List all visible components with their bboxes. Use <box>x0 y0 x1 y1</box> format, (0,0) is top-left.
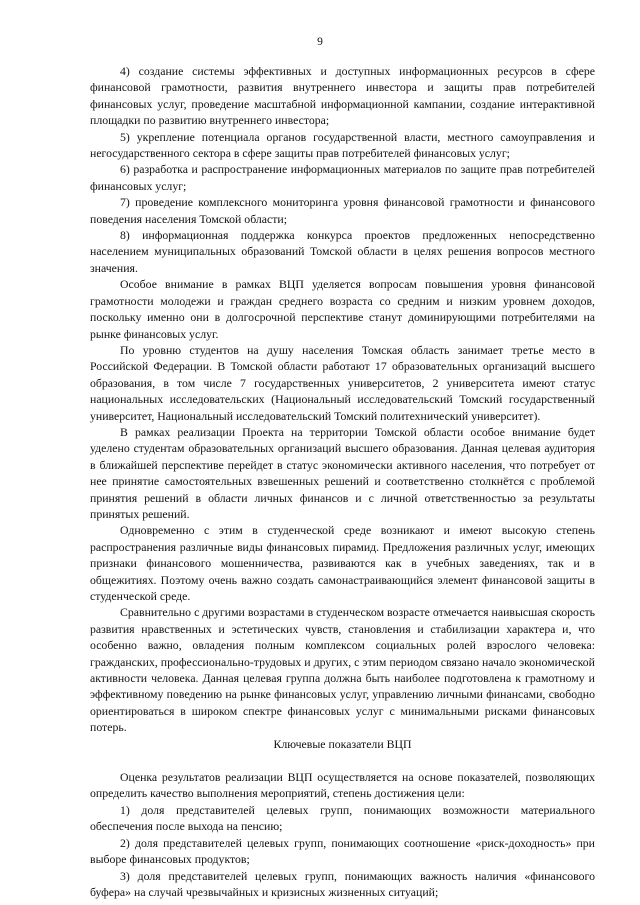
paragraph-evaluation: Оценка результатов реализации ВЦП осуществляется на основе показателей, позволяющих определить качество выполнения мероприятий, степень достижения цели: <box>90 770 595 801</box>
paragraph-special-attention: Особое внимание в рамках ВЦП уделяется вопросам повышения уровня финансовой грамотности молодежи и граждан среднего возраста со средним и низким уровнем доходов, поскольку именно они в долгосрочной перспективе станут доминирующими потребителями на рынке финансовых услуг. <box>90 277 595 341</box>
list-item-8: 8) информационная поддержка конкурса проектов предложенных непосредственно населением муниципальных образований Томской области в целях решения вопросов местного значения. <box>90 228 595 275</box>
list-item-7: 7) проведение комплексного мониторинга уровня финансовой грамотности и финансового поведения населения Томской области; <box>90 195 595 226</box>
paragraph-financial-pyramids: Одновременно с этим в студенческой среде возникают и имеют высокую степень распространения различные виды финансовых пирамид. Предложения различных услуг, имеющих признаки финансового мошенничества, развиваются как в учебных заведениях, так и в общежитиях. Поэтому очень важно создать самонастраивающийся элемент финансовой защиты в студенческой среде. <box>90 523 595 603</box>
indicator-item-2: 2) доля представителей целевых групп, понимающих соотношение «риск-доходность» при выборе финансовых продуктов; <box>90 835 595 867</box>
list-item-5: 5) укрепление потенциала органов государственной власти, местного самоуправления и негосударственного сектора в сфере защиты прав потребителей финансовых услуг; <box>90 129 595 161</box>
page-number: 9 <box>317 36 323 48</box>
list-item-6: 6) разработка и распространение информационных материалов по защите прав потребителей финансовых услуг; <box>90 162 595 193</box>
list-item-4: 4) создание системы эффективных и доступных информационных ресурсов в сфере финансовой грамотности, развития внутреннего инвестора и защиты прав потребителей финансовых услуг, проведение масштабной информационной кампании, создание интерактивной площадки по развитию внутреннего инвестора; <box>90 64 595 128</box>
paragraph-project-focus: В рамках реализации Проекта на территории Томской области особое внимание будет уделено студентам образовательных организаций высшего образования. Данная целевая аудитория в ближайшей перспективе перейдет в статус экономически активного населения, что потребует от нее принятие самостоятельных взвешенных решений и соответственно столкнётся с проблемой принятия решений в области личных финансов и с личной ответственностью за результаты принятых решений. <box>90 424 595 521</box>
paragraph-student-age: Сравнительно с другими возрастами в студенческом возрасте отмечается наивысшая скорость развития нравственных и эстетических чувств, становления и стабилизации характера и, что особенно важно, овладения полным комплексом социальных ролей взрослого человека: гражданских, профессионально-трудовых и других, с этим периодом связано начало экономической активности человека. Данная целевая группа должна быть наиболее подготовлена к грамотному и эффективному поведению на рынке финансовых услуг, управлению личными финансами, свободно ориентироваться в широком спектре финансовых услуг с минимальными рисками финансовых потерь. <box>90 605 595 735</box>
paragraph-students-ranking: По уровню студентов на душу населения Томская область занимает третье место в Российской Федерации. В Томской области работают 17 образовательных организаций высшего образования, в том числе 7 государственных университетов, 2 университета имеют статус национальных исследовательских (Национальный исследовательский Томский государственный университет, Национальный исследовательский Томский политехнический университет). <box>90 342 595 423</box>
section-heading: Ключевые показатели ВЦП <box>273 736 412 751</box>
indicator-item-1: 1) доля представителей целевых групп, понимающих возможности материального обеспечения после выхода на пенсию; <box>90 802 595 834</box>
document-body <box>90 63 595 900</box>
indicator-item-3: 3) доля представителей целевых групп, понимающих важность наличия «финансового буфера» на случай чрезвычайных и кризисных жизненных ситуаций; <box>90 868 595 899</box>
